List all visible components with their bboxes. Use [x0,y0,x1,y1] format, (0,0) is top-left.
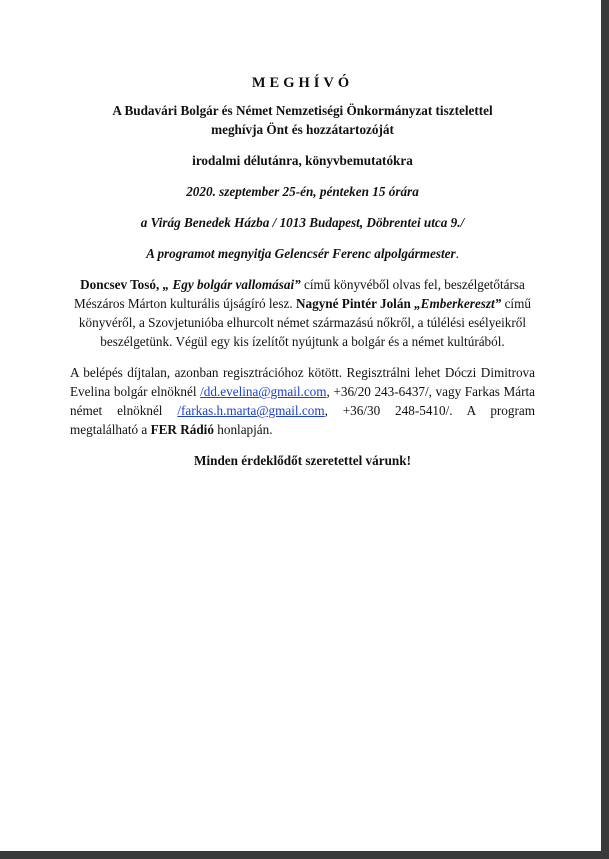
registration-text-1: A belépés díjtalan, azonban regisztrációhoz kötött. Regisztrálni lehet Dóczi Dimitrova Evelina bolgár elnöknél [70,365,535,399]
registration-text-4: honlapján. [213,422,273,437]
opening-line [70,244,535,263]
registration-text-3: , +36/30 248-5410/. A program megtalálható a [70,403,535,437]
intro-line-2: meghívja Önt és hozzátartozóját [211,122,394,137]
event-datetime: 2020. szeptember 25-én, pénteken 15 órára [186,184,419,199]
program-paragraph [70,275,535,351]
radio-name: FER Rádió [150,422,214,437]
intro-line-1: A Budavári Bolgár és Német Nemzetiségi Önkormányzat tisztelettel [112,103,493,118]
program-text-2: című könyvéről, a Szovjetunióba elhurcolt német származású nőkről, a túlélési esélyeikről beszélgetünk. Végül egy kis ízelítőt nyújtunk a bolgár és a német kultúrából. [78,296,531,349]
email-link-evelina[interactable]: /dd.evelina@gmail.com [200,384,327,399]
registration-paragraph [70,363,535,439]
program-text-1: című könyvéből olvas fel, beszélgetőtársa Mészáros Márton kulturális újságíró lesz. [74,277,525,311]
event-venue: a Virág Benedek Házba / 1013 Budapest, Döbrentei utca 9./ [140,215,465,230]
registration-text-2: , +36/20 243-6437/, vagy Farkas Márta német elnöknél [70,384,535,418]
author-2: Nagyné Pintér Jolán [296,296,411,311]
opening-period: . [455,246,459,261]
event-type: irodalmi délutánra, könyvbemutatókra [192,153,413,168]
book-1-title: „ Egy bolgár vallomásai” [159,277,301,292]
document-title: MEGHÍVÓ [251,75,354,91]
email-link-marta[interactable]: /farkas.h.marta@gmail.com [177,403,325,418]
opening-text: A programot megnyitja Gelencsér Ferenc alpolgármester [146,246,456,261]
book-2-title: „Emberkereszt” [414,296,502,311]
invitation-content [70,74,535,470]
closing-line: Minden érdeklődőt szeretettel várunk! [194,453,411,468]
author-1: Doncsev Tosó, [80,277,160,292]
